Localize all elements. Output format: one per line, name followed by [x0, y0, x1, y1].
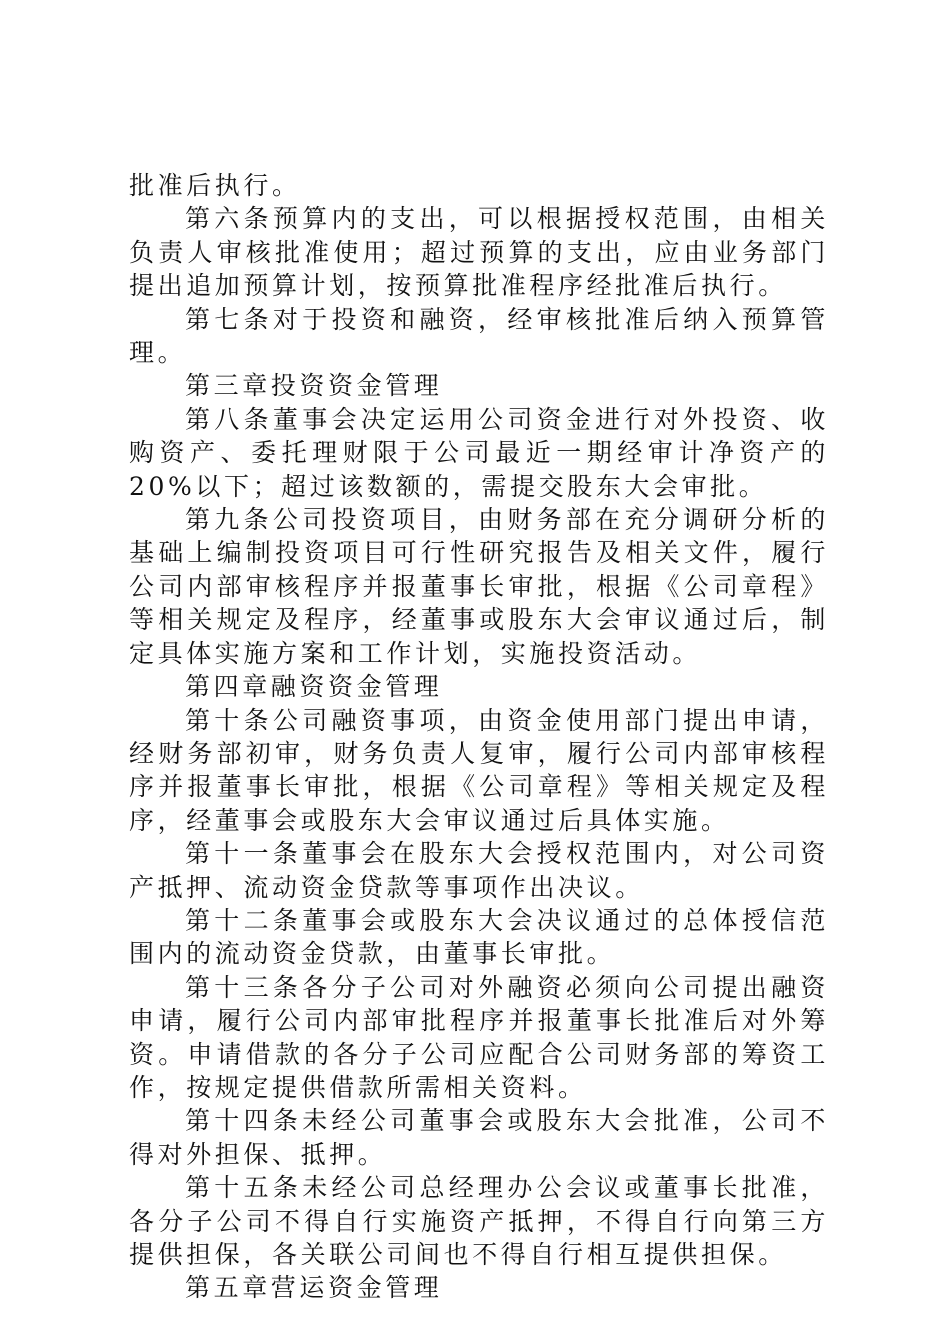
chapter-4-heading: 第四章融资资金管理: [185, 672, 443, 702]
article-6: 第六条预算内的支出，可以根据授权范围，由相关负责人审核批准使用；超过预算的支出，应由业务部门提出追加预算计划，按预算批准程序经批准后执行。: [129, 204, 829, 301]
article-10: 第十条公司融资事项，由资金使用部门提出申请，经财务部初审，财务负责人复审，履行公司内部审核程序并报董事长审批，根据《公司章程》等相关规定及程序，经董事会或股东大会审议通过后具体实施。: [129, 705, 829, 835]
article-15: 第十五条未经公司总经理办公会议或董事长批准，各分子公司不得自行实施资产抵押，不得自行向第三方提供担保，各关联公司间也不得自行相互提供担保。: [129, 1173, 829, 1269]
paragraph-continuation: 批准后执行。: [129, 171, 301, 200]
article-11: 第十一条董事会在股东大会授权范围内，对公司资产抵押、流动资金贷款等事项作出决议。: [129, 839, 829, 902]
article-9: 第九条公司投资项目，由财务部在充分调研分析的基础上编制投资项目可行性研究报告及相关文件，履行公司内部审核程序并报董事长审批，根据《公司章程》等相关规定及程序，经董事或股东大会审议通过后，制定具体实施方案和工作计划，实施投资活动。: [129, 505, 829, 668]
article-13: 第十三条各分子公司对外融资必须向公司提出融资申请，履行公司内部审批程序并报董事长批准后对外筹资。申请借款的各分子公司应配合公司财务部的筹资工作，按规定提供借款所需相关资料。: [129, 972, 829, 1102]
article-14: 第十四条未经公司董事会或股东大会批准，公司不得对外担保、抵押。: [129, 1106, 829, 1169]
article-12: 第十二条董事会或股东大会决议通过的总体授信范围内的流动资金贷款，由董事长审批。: [129, 905, 829, 969]
chapter-5-heading: 第五章营运资金管理: [185, 1273, 443, 1303]
article-8: 第八条董事会决定运用公司资金进行对外投资、收购资产、委托理财限于公司最近一期经审计净资产的20%以下；超过该数额的，需提交股东大会审批。: [129, 404, 829, 501]
chapter-3-heading: 第三章投资资金管理: [185, 371, 443, 401]
article-7: 第七条对于投资和融资，经审核批准后纳入预算管理。: [129, 304, 829, 368]
document-body: [129, 169, 829, 1305]
